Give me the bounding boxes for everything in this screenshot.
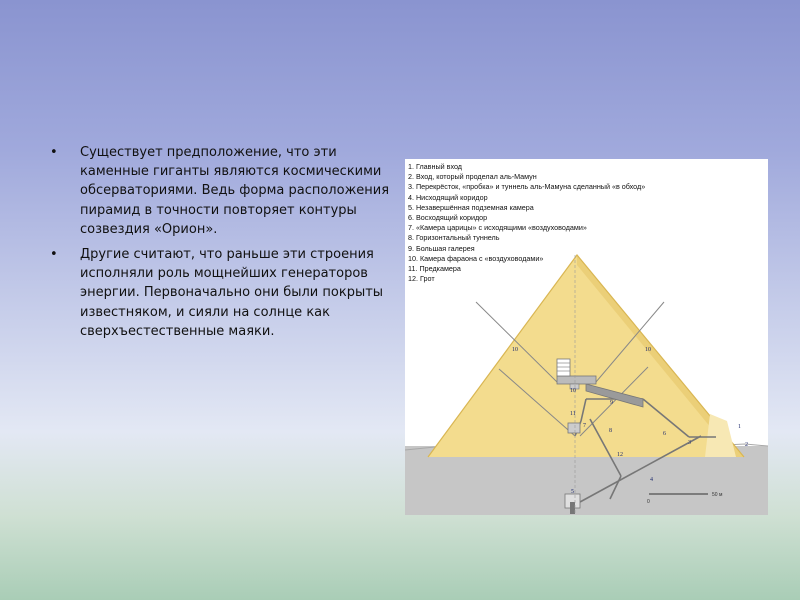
legend-item: 9. Большая галерея <box>408 243 475 253</box>
label-6: 6 <box>663 431 666 437</box>
legend-item: 3. Перекрёсток, «пробка» и туннель аль-Мамуна сделанный «в обход» <box>408 182 646 192</box>
label-1: 1 <box>738 424 741 430</box>
bullet-text: Другие считают, что раньше эти строения исполняли роль мощнейших генераторов энергии. Первоначально они были покрыты известняком, и сияли на солнце как сверхъестественные маяки. <box>80 247 384 339</box>
label-7: 7 <box>583 423 586 429</box>
label-3: 3 <box>688 440 691 446</box>
bullet-item <box>50 143 395 239</box>
legend-item: 8. Горизонтальный туннель <box>408 233 500 243</box>
casing-stone <box>705 414 736 457</box>
label-10-shaft-left: 10 <box>512 347 518 353</box>
label-12: 12 <box>617 452 623 458</box>
label-10: 10 <box>570 388 576 394</box>
label-11: 11 <box>570 411 576 417</box>
legend-item: 1. Главный вход <box>408 162 462 171</box>
subterranean-shaft <box>570 502 575 514</box>
legend-item: 2. Вход, который проделал аль-Мамун <box>408 172 537 182</box>
bullet-list <box>50 143 395 347</box>
label-9: 9 <box>610 400 613 406</box>
scale-zero: 0 <box>647 499 650 505</box>
pyramid-diagram-figure <box>405 159 768 515</box>
label-5: 5 <box>571 489 574 495</box>
scale-end: 50 м <box>712 492 723 498</box>
relief-chambers <box>557 359 570 376</box>
bullet-text: Существует предположение, что эти каменные гиганты являются космическими обсерваториями. Ведь форма расположения пирамид в точности повторяет контуры созвездия «Орион». <box>80 145 390 237</box>
bullet-marker: • <box>50 145 58 160</box>
queens-chamber <box>568 423 580 433</box>
label-4: 4 <box>650 477 653 483</box>
label-2: 2 <box>745 442 748 448</box>
legend-item: 11. Предкамера <box>408 264 461 274</box>
legend-list <box>408 162 645 284</box>
legend-item: 6. Восходящий коридор <box>408 213 488 223</box>
bullet-item <box>50 245 395 341</box>
legend-item: 5. Незавершённая подземная камера <box>408 202 534 212</box>
legend-item: 12. Грот <box>408 274 435 284</box>
bullet-marker: • <box>50 247 58 263</box>
legend-item: 7. «Камера царицы» с исходящими «воздуховодами» <box>408 223 587 233</box>
label-8: 8 <box>609 428 612 434</box>
pyramid-body <box>428 255 744 457</box>
label-10-shaft-right: 10 <box>645 347 651 353</box>
legend-item: 10. Камера фараона с «воздуховодами» <box>408 253 544 263</box>
kings-chamber <box>557 376 596 384</box>
legend-item: 4. Нисходящий коридор <box>408 192 488 202</box>
